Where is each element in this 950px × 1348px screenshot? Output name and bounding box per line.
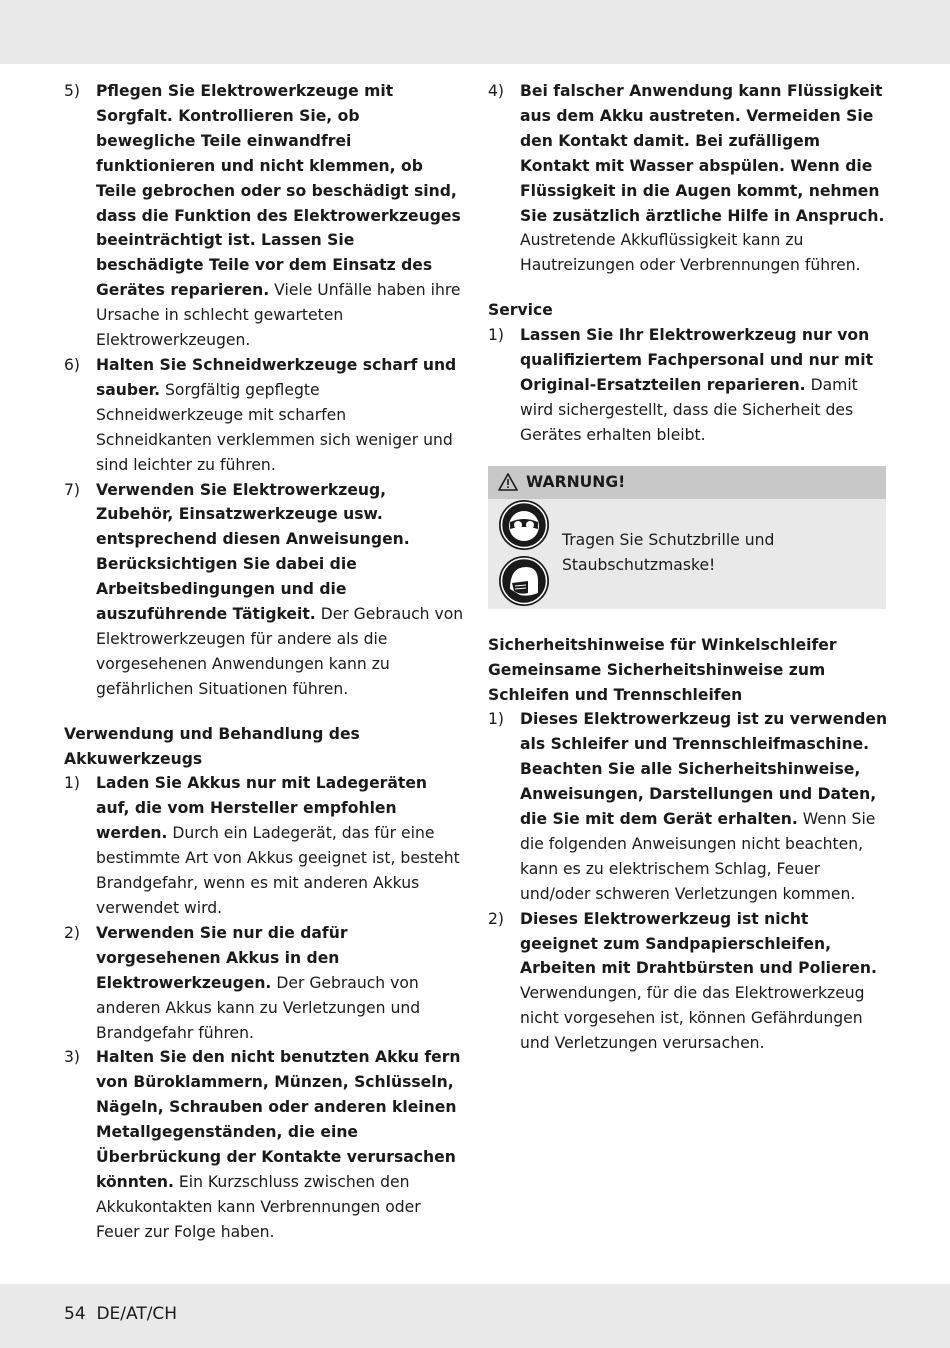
warning-text: Tragen Sie Schutzbrille und Staubschutzmaske! — [562, 530, 775, 574]
warning-header — [488, 466, 886, 499]
left-list-a — [64, 79, 464, 702]
list-item: 5) Pflegen Sie Elektrowerkzeuge mit Sorgfalt. Kontrollieren Sie, ob bewegliche Teile einwandfrei funktionieren und nicht klemmen, ob Teile gebrochen oder so beschädigt sind, dass die Funktion des Elektrowerkzeuges beeinträchtigt ist. Lassen Sie beschädigte Teile vor dem Einsatz des Gerätes reparieren. Viele Unfälle haben ihre Ursache in schlecht gewarteten Elektrowerkzeugen. — [64, 82, 461, 350]
warning-title: WARNUNG! — [526, 472, 626, 491]
list-item: 3) Halten Sie den nicht benutzten Akku fern von Büroklammern, Münzen, Schlüsseln, Nägeln, Schrauben oder anderen kleinen Metallgegenständen, die eine Überbrückung der Kontakte verursachen könnten. Ein Kurzschluss zwischen den Akkukontakten kann Verbrennungen oder Feuer zur Folge haben. — [64, 1048, 461, 1241]
warning-box — [488, 466, 886, 609]
left-column — [64, 79, 464, 1245]
header-band — [0, 0, 950, 64]
list-item: 4) Bei falscher Anwendung kann Flüssigkeit aus dem Akku austreten. Vermeiden Sie den Kontakt damit. Bei zufälligem Kontakt mit Wasser abspülen. Wenn die Flüssigkeit in die Augen kommt, nehmen Sie zusätzlich ärztliche Hilfe in Anspruch. Austretende Akkuflüssigkeit kann zu Hautreizungen oder Verbrennungen führen. — [488, 82, 885, 275]
list-item: 6) Halten Sie Schneidwerkzeuge scharf und sauber. Sorgfältig gepflegte Schneidwerkzeuge mit scharfen Schneidkanten verklemmen sich weniger und sind leichter zu führen. — [64, 355, 457, 474]
service-heading: Service — [488, 301, 553, 320]
list-item: 1) Laden Sie Akkus nur mit Ladegeräten auf, die vom Hersteller empfohlen werden. Durch ein Ladegerät, das für eine bestimmte Art von Akkus geeignet ist, besteht Brandgefahr, wenn es mit anderen Akkus verwendet wird. — [64, 774, 460, 917]
list-item: 1) Lassen Sie Ihr Elektrowerkzeug nur von qualifiziertem Fachpersonal und nur mit Original-Ersatzteilen reparieren. Damit wird sichergestellt, dass die Sicherheit des Gerätes erhalten bleibt. — [488, 326, 874, 444]
page-footer — [64, 1304, 177, 1324]
list-item: 2) Verwenden Sie nur die dafür vorgesehenen Akkus in den Elektrowerkzeugen. Der Gebrauch von anderen Akkus kann zu Verletzungen und Brandgefahr führen. — [64, 923, 421, 1042]
list-item: 1) Dieses Elektrowerkzeug ist zu verwenden als Schleifer und Trennschleifmaschine. Beachten Sie alle Sicherheitshinweise, Anweisungen, Darstellungen und Daten, die Sie mit dem Gerät erhalten. Wenn Sie die folgenden Anweisungen nicht beachten, kann es zu elektrischem Schlag, Feuer und/oder schweren Verletzungen kommen. — [488, 710, 888, 903]
page-number: 54 — [64, 1304, 86, 1324]
dust-mask-icon — [498, 555, 550, 607]
right-column — [488, 79, 888, 1056]
list-item: 2) Dieses Elektrowerkzeug ist nicht geeignet zum Sandpapierschleifen, Arbeiten mit Drahtbürsten und Polieren. Verwendungen, für die das Elektrowerkzeug nicht vorgesehen ist, können Gefährdungen und Verletzungen verursachen. — [488, 909, 877, 1053]
left-list-b — [64, 771, 464, 1244]
region-label: DE/AT/CH — [96, 1304, 178, 1324]
safety-goggles-icon — [498, 499, 550, 551]
list-item: 7) Verwenden Sie Elektrowerkzeug, Zubehör, Einsatzwerkzeuge usw. entsprechend diesen Anweisungen. Berücksichtigen Sie dabei die Arbeitsbedingungen und die auszuführende Tätigkeit. Der Gebrauch von Elektrowerkzeugen für andere als die vorgesehenen Anwendungen kann zu gefährlichen Situationen führen. — [64, 480, 464, 698]
warning-triangle-icon — [498, 473, 518, 491]
section-heading: Verwendung und Behandlung des Akkuwerkzeugs — [64, 724, 360, 768]
section-heading: Sicherheitshinweise für Winkelschleifer — [488, 635, 837, 654]
section-subheading: Gemeinsame Sicherheitshinweise zum Schleifen und Trennschleifen — [488, 660, 826, 704]
